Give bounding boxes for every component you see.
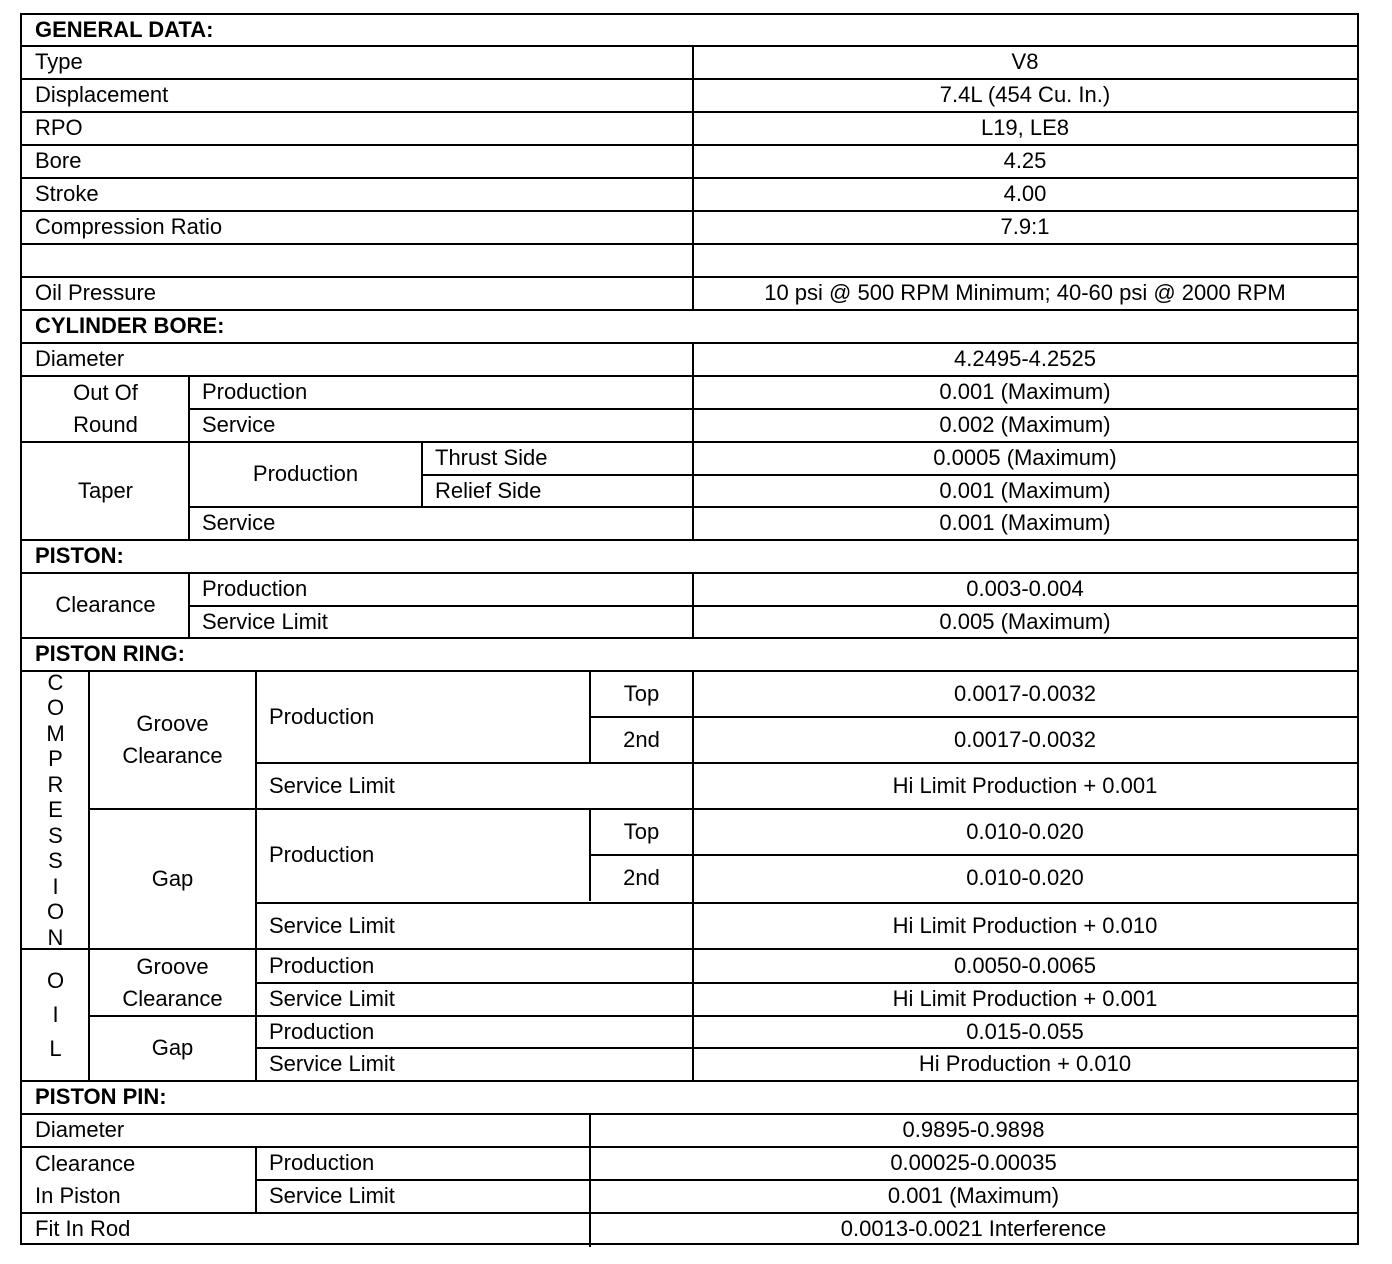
grid-line [22, 948, 1357, 950]
clearance-line1: Clearance [35, 1151, 136, 1176]
letter: O [46, 968, 65, 993]
grid-line [22, 670, 1357, 672]
grid-line [692, 670, 694, 1081]
letter: O [46, 899, 65, 925]
row-label-stroke: Stroke [35, 181, 99, 207]
row-label-type: Type [35, 49, 83, 75]
row-label-piston-production: Production [202, 576, 308, 602]
row-label-relief-side: Relief Side [435, 477, 542, 503]
grid-line [22, 342, 1357, 344]
group-label-oil-groove [89, 949, 256, 1016]
value-pin-service-limit: 0.001 (Maximum) [887, 1183, 1060, 1209]
value-gap-2nd: 0.010-0.020 [966, 864, 1084, 890]
grid-line [22, 210, 1357, 212]
value-displacement: 7.4L (454 Cu. In.) [939, 82, 1111, 108]
grid-line [89, 1015, 1357, 1017]
group-label-groove-clearance [89, 671, 256, 809]
grid-line [589, 670, 591, 763]
grid-line [255, 1146, 257, 1213]
value-bore: 4.25 [1003, 148, 1047, 174]
value-gap-service-limit: Hi Limit Production + 0.010 [892, 912, 1158, 938]
value-oil-gap-service-limit: Hi Production + 0.010 [918, 1051, 1132, 1077]
grid-line [22, 144, 1357, 146]
section-heading-cylinder-bore: CYLINDER BORE: [35, 313, 225, 339]
grid-line [22, 572, 1357, 574]
row-label-fit-in-rod: Fit In Rod [35, 1215, 131, 1241]
value-groove-service-limit: Hi Limit Production + 0.001 [892, 772, 1158, 798]
row-label-bore: Bore [35, 148, 82, 174]
grid-line [22, 441, 1357, 443]
group-label-gap-production: Production [269, 841, 375, 867]
row-label-oil-groove-service-limit: Service Limit [269, 986, 395, 1012]
grid-line [255, 670, 257, 1081]
grid-line [256, 902, 1357, 904]
groove-line1: Groove [136, 711, 209, 736]
section-heading-piston-pin: PISTON PIN: [35, 1084, 167, 1110]
row-label-oil-gap-production: Production [269, 1018, 375, 1044]
grid-line [188, 375, 190, 539]
grid-line [256, 762, 1357, 764]
grid-line [22, 637, 1357, 639]
grid-line [22, 309, 1357, 311]
section-heading-piston-ring: PISTON RING: [35, 641, 185, 667]
letter: C [47, 669, 64, 695]
value-oor-production: 0.001 (Maximum) [939, 379, 1111, 405]
grid-line [589, 1113, 591, 1247]
group-label-piston-clearance: Clearance [55, 592, 156, 618]
row-label-pin-service-limit: Service Limit [269, 1183, 395, 1209]
letter: L [49, 1036, 62, 1061]
section-heading-piston: PISTON: [35, 543, 124, 569]
row-label-groove-service-limit: Service Limit [269, 772, 395, 798]
value-oil-groove-service-limit: Hi Limit Production + 0.001 [892, 986, 1158, 1012]
grid-line [22, 1113, 1357, 1115]
value-groove-2nd: 0.0017-0.0032 [954, 726, 1096, 752]
group-label-taper: Taper [77, 477, 134, 503]
grid-line [22, 243, 1357, 245]
row-label-bore-diameter: Diameter [35, 346, 125, 372]
value-thrust-side: 0.0005 (Maximum) [933, 445, 1117, 471]
row-label-oor-production: Production [202, 379, 308, 405]
value-groove-top: 0.0017-0.0032 [954, 680, 1096, 706]
grid-line [422, 474, 1357, 476]
value-compression-ratio: 7.9:1 [1000, 214, 1050, 240]
row-label-thrust-side: Thrust Side [435, 445, 548, 471]
row-label-oil-gap-service-limit: Service Limit [269, 1051, 395, 1077]
row-label-displacement: Displacement [35, 82, 169, 108]
letter: S [48, 848, 63, 874]
value-oil-gap-production: 0.015-0.055 [966, 1018, 1084, 1044]
oil-groove-line1: Groove [136, 953, 209, 979]
value-relief-side: 0.001 (Maximum) [939, 477, 1111, 503]
group-label-clearance-in-piston [22, 1147, 256, 1213]
row-label-pin-diameter: Diameter [35, 1117, 125, 1143]
grid-line [590, 854, 1357, 856]
group-label-groove-production: Production [269, 703, 375, 729]
row-label-oor-service: Service [202, 412, 276, 438]
letter: E [48, 797, 63, 823]
letter: I [52, 1002, 59, 1027]
value-taper-service: 0.001 (Maximum) [939, 510, 1111, 536]
letter: M [46, 720, 65, 746]
grid-line [692, 572, 694, 638]
grid-line [22, 1080, 1357, 1082]
grid-line [88, 670, 90, 1081]
row-label-oil-groove-production: Production [269, 952, 375, 978]
grid-line [22, 111, 1357, 113]
letter: S [48, 822, 63, 848]
row-label-groove-top: Top [623, 680, 660, 706]
value-rpo: L19, LE8 [980, 115, 1070, 141]
row-label-gap-top: Top [623, 818, 660, 844]
out-of-round-line2: Round [73, 412, 138, 437]
row-label-rpo: RPO [35, 115, 83, 141]
grid-line [188, 572, 190, 638]
grid-line [22, 375, 1357, 377]
grid-line [256, 1179, 1357, 1181]
value-stroke: 4.00 [1003, 181, 1047, 207]
grid-line [692, 342, 694, 539]
grid-line [256, 1047, 1357, 1049]
value-oil-groove-production: 0.0050-0.0065 [954, 952, 1096, 978]
grid-line [22, 177, 1357, 179]
value-pin-production: 0.00025-0.00035 [890, 1150, 1057, 1176]
grid-line [589, 808, 591, 901]
grid-line [692, 45, 694, 311]
row-label-gap-2nd: 2nd [623, 864, 660, 890]
grid-line [22, 45, 1357, 47]
value-oor-service: 0.002 (Maximum) [939, 412, 1111, 438]
letter: P [48, 746, 63, 772]
value-bore-diameter: 4.2495-4.2525 [954, 346, 1096, 372]
section-heading-general-data: GENERAL DATA: [35, 17, 214, 43]
value-piston-service-limit: 0.005 (Maximum) [939, 608, 1111, 634]
group-label-compression-gap: Gap [151, 865, 194, 891]
row-label-oil-pressure: Oil Pressure [35, 280, 157, 306]
groove-line2: Clearance [122, 743, 223, 768]
row-label-gap-service-limit: Service Limit [269, 912, 395, 938]
grid-line [189, 408, 1357, 410]
letter: N [47, 924, 64, 950]
clearance-line2: In Piston [35, 1183, 121, 1208]
out-of-round-line1: Out Of [73, 380, 138, 405]
oil-groove-line2: Clearance [122, 985, 223, 1011]
group-label-oil-gap: Gap [151, 1035, 194, 1061]
grid-line [189, 605, 1357, 607]
value-oil-pressure: 10 psi @ 500 RPM Minimum; 40-60 psi @ 2000 RPM [764, 280, 1286, 306]
row-label-pin-production: Production [269, 1150, 375, 1176]
grid-line [22, 78, 1357, 80]
grid-line [256, 982, 1357, 984]
grid-line [22, 276, 1357, 278]
grid-line [22, 1212, 1357, 1214]
grid-line [22, 1146, 1357, 1148]
grid-line [189, 506, 1357, 508]
letter: O [46, 695, 65, 721]
value-type: V8 [1011, 49, 1039, 75]
value-piston-production: 0.003-0.004 [966, 576, 1084, 602]
vertical-label-compression [22, 671, 89, 949]
letter: R [47, 771, 64, 797]
row-label-piston-service-limit: Service Limit [202, 608, 328, 634]
vertical-label-oil [22, 949, 89, 1081]
grid-line [89, 808, 1357, 810]
row-label-taper-service: Service [202, 510, 276, 536]
grid-line [22, 539, 1357, 541]
group-label-out-of-round [22, 376, 189, 442]
value-fit-in-rod: 0.0013-0.0021 Interference [840, 1215, 1107, 1241]
value-gap-top: 0.010-0.020 [966, 818, 1084, 844]
specifications-table [20, 13, 1359, 1245]
grid-line [421, 441, 423, 507]
value-pin-diameter: 0.9895-0.9898 [902, 1117, 1045, 1143]
row-label-compression-ratio: Compression Ratio [35, 214, 223, 240]
letter: I [52, 873, 59, 899]
grid-line [590, 716, 1357, 718]
row-label-groove-2nd: 2nd [623, 726, 660, 752]
group-label-taper-production: Production [252, 461, 359, 487]
